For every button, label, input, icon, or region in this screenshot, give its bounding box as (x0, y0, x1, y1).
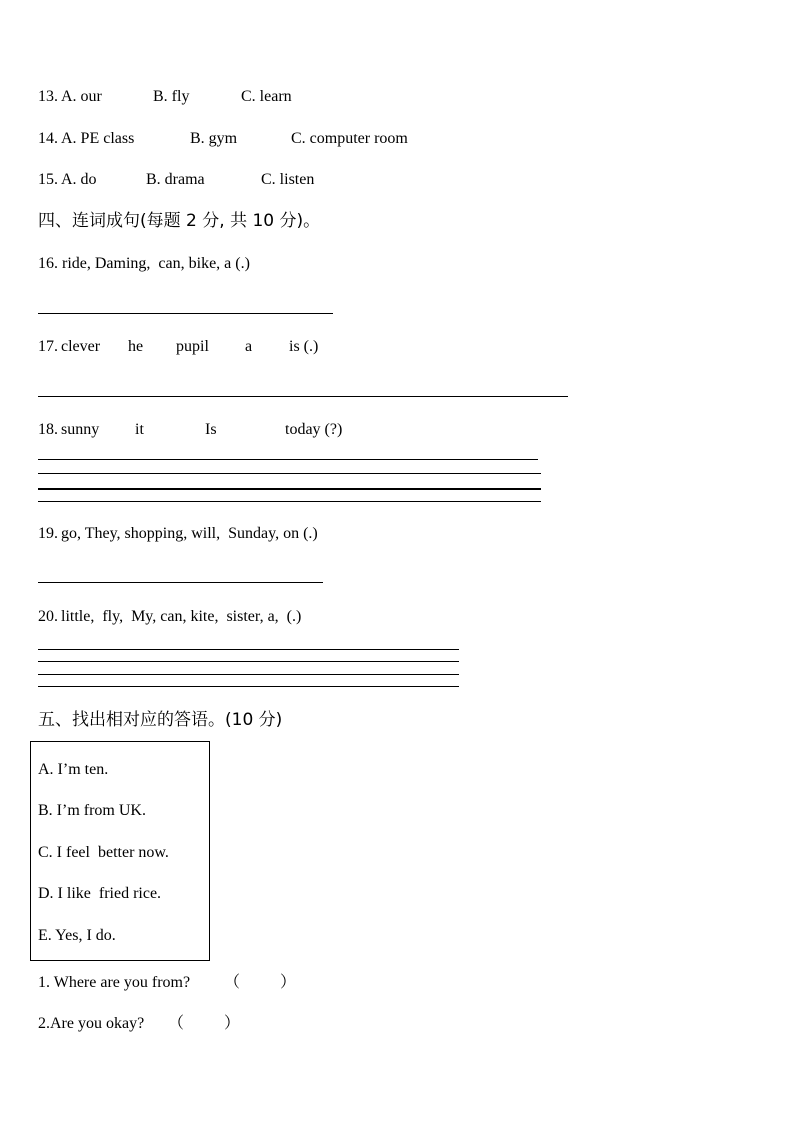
answer-line (38, 686, 459, 687)
option-b: B. drama (146, 171, 205, 188)
word-list: go, They, shopping, will, Sunday, on (.) (61, 525, 318, 542)
answer-blank[interactable]: （ ） (224, 974, 297, 991)
word-list: ride, Daming, can, bike, a (.) (58, 255, 250, 272)
question-number: 18. (38, 421, 58, 438)
answer-options-box (30, 741, 210, 961)
answer-option: C. I feel better now. (38, 844, 169, 861)
question-number: 20. (38, 608, 58, 625)
answer-option: B. I’m from UK. (38, 802, 146, 819)
option-b: B. gym (190, 130, 238, 147)
question-number: 15. (38, 171, 58, 188)
word: sunny (61, 421, 100, 438)
option-b: B. fly (153, 88, 190, 105)
section-4-heading: 四、连词成句(每题 2 分, 共 10 分)。 (38, 211, 321, 231)
answer-line (38, 396, 568, 397)
answer-line (38, 488, 541, 490)
answer-option: A. I’m ten. (38, 761, 109, 778)
answer-line (38, 473, 541, 474)
option-c: C. learn (241, 88, 292, 105)
word: a (245, 338, 253, 355)
answer-line (38, 459, 538, 460)
word: today (?) (285, 421, 343, 438)
answer-option: E. Yes, I do. (38, 927, 116, 944)
answer-line (38, 582, 323, 583)
section-5-heading: 五、找出相对应的答语。(10 分) (38, 710, 283, 730)
answer-blank[interactable]: （ ） (168, 1015, 241, 1032)
question-text: 1. Where are you from? (38, 974, 191, 991)
answer-line (38, 661, 459, 662)
question-number: 13. (38, 88, 58, 105)
answer-line (38, 649, 459, 650)
question-number: 16. (38, 255, 58, 272)
question-number: 19. (38, 525, 58, 542)
word-list: little, fly, My, can, kite, sister, a, (.) (61, 608, 302, 625)
option-c: C. listen (261, 171, 315, 188)
word: he (128, 338, 144, 355)
answer-option: D. I like fried rice. (38, 885, 162, 902)
word: is (.) (289, 338, 319, 355)
answer-line (38, 674, 459, 675)
word: clever (61, 338, 101, 355)
word: pupil (176, 338, 209, 355)
answer-line (38, 501, 541, 502)
answer-line (38, 313, 333, 314)
question-number: 17. (38, 338, 58, 355)
option-c: C. computer room (291, 130, 408, 147)
question-number: 14. (38, 130, 58, 147)
option-a: A. our (61, 88, 102, 105)
question-text: 2.Are you okay? (38, 1015, 145, 1032)
word: it (135, 421, 144, 438)
word: Is (205, 421, 217, 438)
option-a: A. PE class (61, 130, 135, 147)
option-a: A. do (61, 171, 97, 188)
